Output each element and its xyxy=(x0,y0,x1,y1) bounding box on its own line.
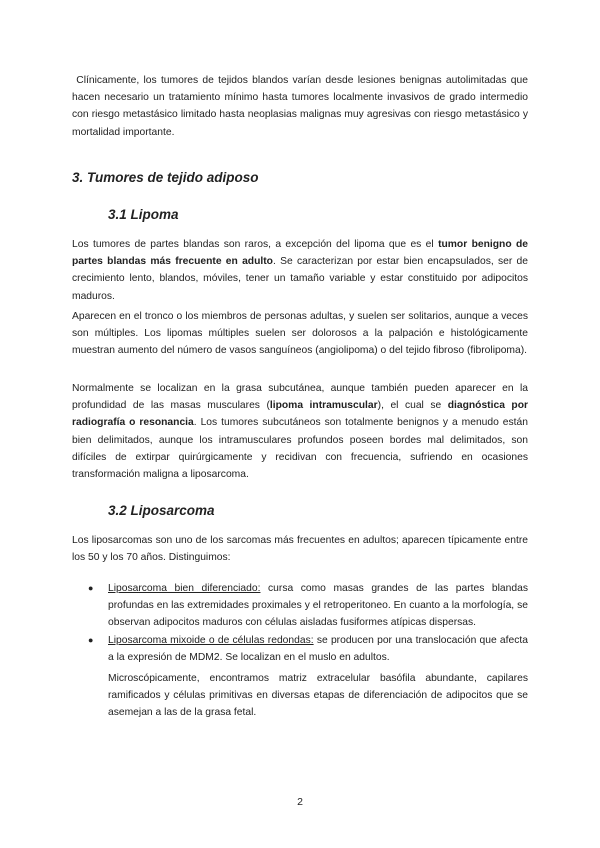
liposarcoma-list xyxy=(72,580,528,722)
list-text: cursa como masas grandes de las partes blandas profundas en las extremidades proximales y el retroperitoneo. En cuanto a la morfología, se observan adipocitos maduros con células aisladas fusiformes atípicas dispersas. xyxy=(108,583,528,629)
list-term: Liposarcoma bien diferenciado: xyxy=(108,583,261,594)
liposarcoma-paragraph-1: Los liposarcomas son uno de los sarcomas más frecuentes en adultos; aparecen típicamente entre los 50 y los 70 años. Distinguimos: xyxy=(72,535,528,564)
list-item-myxoid xyxy=(72,632,528,666)
bullet-icon: ● xyxy=(88,634,94,645)
lipoma-p3-text-a: Normalmente se localizan en la grasa subcutánea, aunque también pueden aparecer en la profundidad de las masas musculares ( xyxy=(72,383,528,412)
lipoma-paragraph-2: Aparecen en el tronco o los miembros de personas adultas, y suelen ser solitarios, aunque a veces son múltiples. Los lipomas múltiples suelen ser dolorosos a la palpación e histológicamente muestran aumento del número de vasos sanguíneos (angiolipoma) o del tejido fibroso (fibrolipoma). xyxy=(72,311,528,357)
liposarcoma-heading: 3.2 Liposarcoma xyxy=(108,503,215,518)
intro-paragraph-text: Clínicamente, los tumores de tejidos blandos varían desde lesiones benignas autolimitadas que hacen necesario un tratamiento mínimo hasta tumores localmente invasivos de grado intermedio con riesgo metastásico limitado hasta neoplasias malignas muy agresivas con riesgo metastásico y mortalidad importante. xyxy=(72,75,528,138)
list-text: se producen por una translocación que afecta a la expresión de MDM2. Se localizan en el muslo en adultos. xyxy=(108,634,528,663)
section-3-heading: 3. Tumores de tejido adiposo xyxy=(72,170,259,185)
intro-paragraph xyxy=(72,72,528,141)
list-item-well-differentiated xyxy=(72,580,528,632)
list-item-myxoid-detail: Microscópicamente, encontramos matriz extracelular basófila abundante, capilares ramificados y células primitivas en diversas etapas de diferenciación de adipocitos que se asemejan a las de la grasa fetal. xyxy=(108,673,528,719)
lipoma-p1-text-c: . Se caracterizan por estar bien encapsulados, ser de crecimiento lento, blandos, móviles, tener un tamaño variable y estar constituido por adipocitos maduros. xyxy=(72,256,528,302)
bullet-icon: ● xyxy=(88,583,94,593)
lipoma-heading: 3.1 Lipoma xyxy=(108,207,179,222)
lipoma-p3-text-c: ), el cual se xyxy=(377,400,448,412)
lipoma-p1-text-a: Los tumores de partes blandas son raros, a excepción del lipoma que es el xyxy=(72,239,439,250)
lipoma-p3-bold-2: diagnóstica por radiografía o resonancia xyxy=(72,400,528,429)
lipoma-p3-text-e: . Los tumores subcutáneos son totalmente benignos y a menudo están bien delimitados, aunque los intramusculares profundos poseen bordes mal delimitados, son difíciles de extirpar quirúrgicamente y recidivan con frecuencia, sufriendo en ocasiones transformación maligna a liposarcoma. xyxy=(72,417,528,481)
lipoma-paragraph-1 xyxy=(72,236,528,305)
lipoma-paragraph-3 xyxy=(72,380,528,483)
lipoma-p3-bold-1: lipoma intramuscular xyxy=(269,400,378,412)
page-number: 2 xyxy=(297,796,303,808)
list-term: Liposarcoma mixoide o de células redondas: xyxy=(108,634,314,646)
lipoma-p1-bold: tumor benigno de partes blandas más frecuente en adulto xyxy=(72,239,528,268)
